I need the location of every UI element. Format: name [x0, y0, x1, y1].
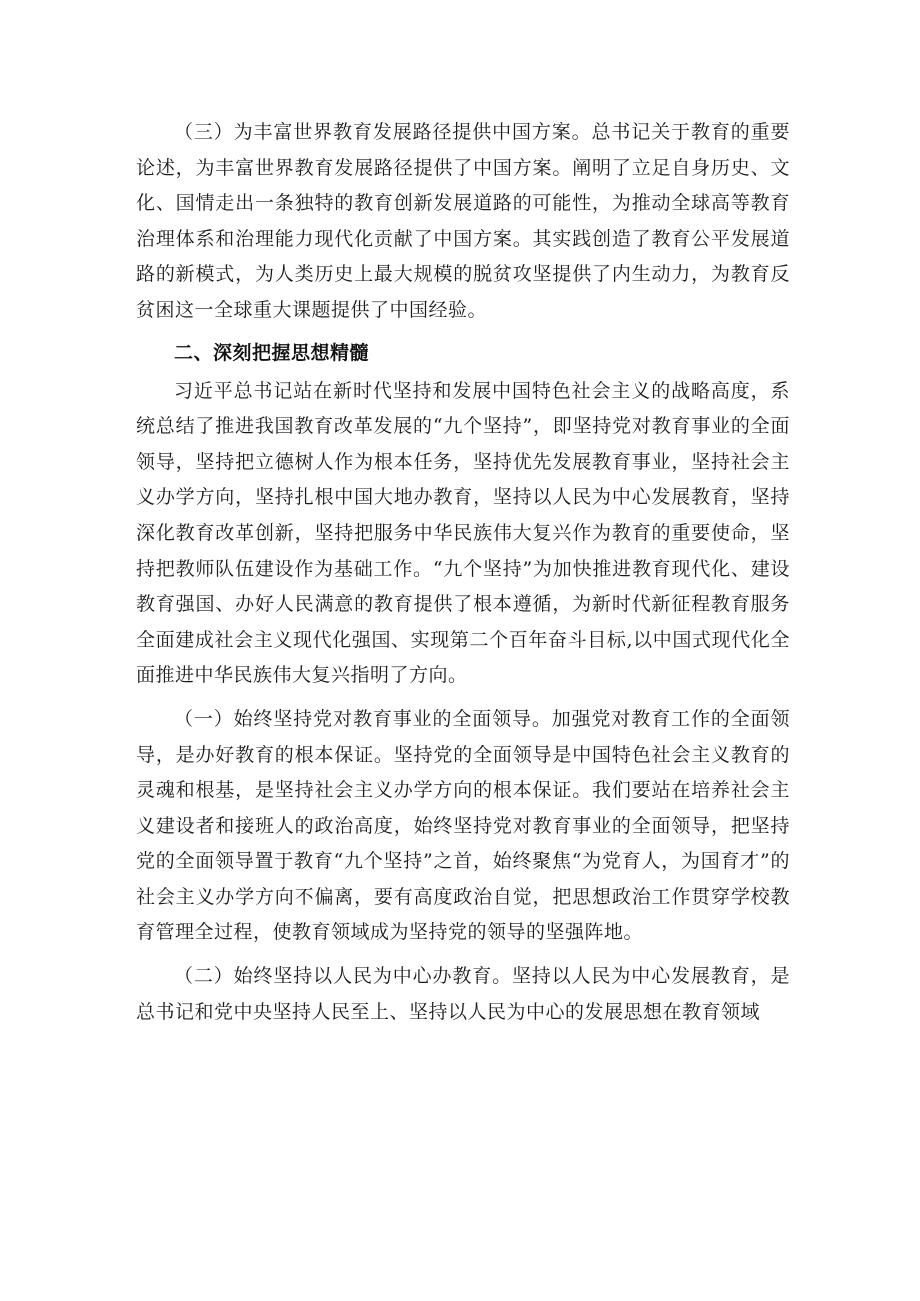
paragraph-world-education-path: （三）为丰富世界教育发展路径提供中国方案。总书记关于教育的重要论述，为丰富世界教育发展路径提供了中国方案。阐明了立足自身历史、文化、国情走出一条独特的教育创新发展道路的可能性，为推动全球高等教育治理体系和治理能力现代化贡献了中国方案。其实践创造了教育公平发展道路的新模式，为人类历史上最大规模的脱贫攻坚提供了内生动力，为教育反贫困这一全球重大课题提供了中国经验。	[136, 121, 790, 321]
paragraph-people-centered: （二）始终坚持以人民为中心办教育。坚持以人民为中心发展教育，是总书记和党中央坚持人民至上、坚持以人民为中心的发展思想在教育领域	[136, 965, 790, 1023]
paragraph-nine-persistences: 习近平总书记站在新时代坚持和发展中国特色社会主义的战略高度，系统总结了推进我国教育改革发展的“九个坚持”，即坚持党对教育事业的全面领导，坚持把立德树人作为根本任务，坚持优先发展教育事业，坚持社会主义办学方向，坚持扎根中国大地办教育，坚持以人民为中心发展教育，坚持深化教育改革创新，坚持把服务中华民族伟大复兴作为教育的重要使命，坚持把教师队伍建设作为基础工作。“九个坚持”为加快推进教育现代化、建设教育强国、办好人民满意的教育提供了根本遵循，为新时代新征程教育服务全面建成社会主义现代化强国、实现第二个百年奋斗目标,以中国式现代化全面推进中华民族伟大复兴指明了方向。	[136, 379, 790, 687]
paragraph-party-leadership: （一）始终坚持党对教育事业的全面领导。加强党对教育工作的全面领导，是办好教育的根本保证。坚持党的全面领导是中国特色社会主义教育的灵魂和根基，是坚持社会主义办学方向的根本保证。我们要站在培养社会主义建设者和接班人的政治高度，始终坚持党对教育事业的全面领导，把坚持党的全面领导置于教育“九个坚持”之首，始终聚焦“为党育人，为国育才”的社会主义办学方向不偏离，要有高度政治自觉，把思想政治工作贯穿学校教育管理全过程，使教育领域成为坚持党的领导的坚强阵地。	[136, 707, 790, 944]
section-heading: 二、深刻把握思想精髓	[174, 341, 370, 364]
